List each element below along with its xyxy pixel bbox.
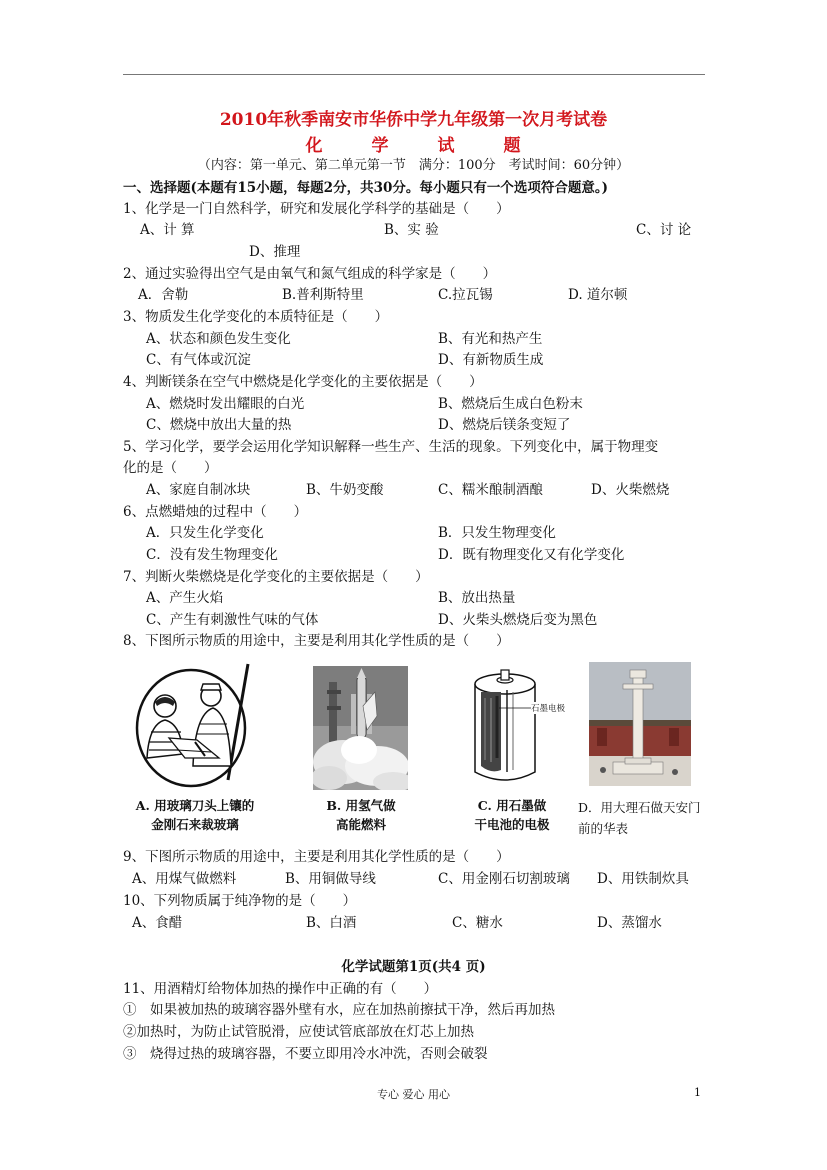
page-number: 1 bbox=[694, 1086, 701, 1099]
caption-line: B. 用氢气做 bbox=[326, 798, 396, 813]
exam-info: （内容：第一单元、第二单元第一节 满分：100分 考试时间：60分钟） bbox=[197, 158, 630, 173]
q3-option-d: D、有新物质生成 bbox=[438, 352, 544, 368]
q7-option-a: A、产生火焰 bbox=[146, 590, 224, 606]
q4-option-d: D、燃烧后镁条变短了 bbox=[438, 417, 571, 433]
page-footer: 专心 爱心 用心 bbox=[377, 1088, 450, 1101]
q7-option-d: D、火柴头燃烧后变为黑色 bbox=[438, 612, 598, 628]
caption-line: 干电池的电极 bbox=[474, 817, 550, 832]
caption-line: 高能燃料 bbox=[335, 817, 386, 832]
q6-option-b: B．只发生物理变化 bbox=[438, 525, 556, 541]
q5-option-d: D、火柴燃烧 bbox=[591, 482, 670, 498]
caption-line: 前的华表 bbox=[578, 821, 629, 836]
question-7: 7、判断火柴燃烧是化学变化的主要依据是（ ） bbox=[123, 569, 429, 585]
q2-option-c: C.拉瓦锡 bbox=[438, 287, 493, 303]
subtitle-char: 题 bbox=[503, 136, 522, 156]
q8-caption-c bbox=[452, 796, 572, 834]
q1-option-d: D、推理 bbox=[249, 244, 301, 260]
q10-option-a: A、食醋 bbox=[132, 915, 183, 931]
caption-line: A. 用玻璃刀头上镶的 bbox=[135, 798, 255, 813]
question-8: 8、下图所示物质的用途中，主要是利用其化学性质的是（ ） bbox=[123, 633, 510, 649]
q1-option-a: A、计 算 bbox=[140, 222, 195, 238]
q11-item-1: ① 如果被加热的玻璃容器外壁有水，应在加热前擦拭干净，然后再加热 bbox=[123, 1002, 555, 1018]
q3-option-b: B、有光和热产生 bbox=[438, 331, 543, 347]
exam-title: 2010年秋季南安市华侨中学九年级第一次月考试卷 bbox=[219, 110, 608, 130]
q11-item-3: ③ 烧得过热的玻璃容器，不要立即用冷水冲洗，否则会破裂 bbox=[123, 1046, 488, 1062]
q9-option-a: A、用煤气做燃料 bbox=[132, 871, 237, 887]
huabiao-photo bbox=[589, 662, 691, 786]
q3-option-c: C、有气体或沉淀 bbox=[146, 352, 251, 368]
question-2: 2、通过实验得出空气是由氧气和氮气组成的科学家是（ ） bbox=[123, 266, 497, 282]
subtitle-char: 试 bbox=[437, 136, 456, 156]
caption-line: 金刚石来裁玻璃 bbox=[151, 817, 239, 832]
q7-option-c: C、产生有刺激性气味的气体 bbox=[146, 612, 319, 628]
graphite-electrode-label: 石墨电极 bbox=[531, 704, 566, 714]
q2-option-b: B.普利斯特里 bbox=[282, 287, 364, 303]
q5-option-a: A、家庭自制冰块 bbox=[146, 482, 251, 498]
q7-option-b: B、放出热量 bbox=[438, 590, 516, 606]
q6-option-a: A．只发生化学变化 bbox=[146, 525, 264, 541]
q9-option-c: C、用金刚石切割玻璃 bbox=[438, 871, 570, 887]
rocket-launch-photo bbox=[313, 666, 408, 790]
q8-caption-d bbox=[578, 797, 718, 839]
q4-option-c: C、燃烧中放出大量的热 bbox=[146, 417, 292, 433]
caption-line: C. 用石墨做 bbox=[477, 798, 547, 813]
q9-option-d: D、用铁制炊具 bbox=[597, 871, 689, 887]
question-10: 10、下列物质属于纯净物的是（ ） bbox=[123, 893, 357, 909]
exam-subtitle bbox=[0, 131, 827, 156]
q1-option-b: B、实 验 bbox=[384, 222, 439, 238]
question-1: 1、化学是一门自然科学，研究和发展化学科学的基础是（ ） bbox=[123, 201, 510, 217]
question-11: 11、用酒精灯给物体加热的操作中正确的有（ ） bbox=[123, 981, 438, 997]
subtitle-char: 学 bbox=[371, 136, 390, 156]
q3-option-a: A、状态和颜色发生变化 bbox=[146, 331, 291, 347]
glass-cutting-illustration bbox=[133, 662, 255, 790]
q8-caption-b bbox=[306, 796, 416, 834]
q9-option-b: B、用铜做导线 bbox=[285, 871, 376, 887]
q11-item-2: ②加热时，为防止试管脱滑，应使试管底部放在灯芯上加热 bbox=[123, 1024, 474, 1040]
q1-option-c: C、讨 论 bbox=[636, 222, 692, 238]
q2-option-a: A．舍勒 bbox=[138, 287, 189, 303]
header-rule bbox=[123, 74, 705, 75]
page-footer-label: 化学试题第1页(共4 页) bbox=[341, 959, 486, 975]
subtitle-char: 化 bbox=[305, 136, 324, 156]
q6-option-c: C．没有发生物理变化 bbox=[146, 547, 278, 563]
q10-option-c: C、糖水 bbox=[452, 915, 503, 931]
question-4: 4、判断镁条在空气中燃烧是化学变化的主要依据是（ ） bbox=[123, 374, 483, 390]
section-heading: 一、选择题(本题有15小题，每题2分，共30分。每小题只有一个选项符合题意。) bbox=[123, 180, 608, 196]
q5-option-c: C、糯米酿制酒酿 bbox=[438, 482, 543, 498]
q6-option-d: D．既有物理变化又有化学变化 bbox=[438, 547, 625, 563]
question-5-cont: 化的是（ ） bbox=[123, 460, 218, 476]
q10-option-b: B、白酒 bbox=[306, 915, 357, 931]
question-3: 3、物质发生化学变化的本质特征是（ ） bbox=[123, 309, 389, 325]
q2-option-d: D. 道尔顿 bbox=[568, 287, 628, 303]
q4-option-b: B、燃烧后生成白色粉末 bbox=[438, 396, 583, 412]
question-6: 6、点燃蜡烛的过程中（ ） bbox=[123, 504, 308, 520]
q10-option-d: D、蒸馏水 bbox=[597, 915, 662, 931]
question-9: 9、下图所示物质的用途中，主要是利用其化学性质的是（ ） bbox=[123, 849, 510, 865]
q5-option-b: B、牛奶变酸 bbox=[306, 482, 384, 498]
q4-option-a: A、燃烧时发出耀眼的白光 bbox=[146, 396, 305, 412]
q8-caption-a bbox=[126, 796, 264, 834]
caption-line: D．用大理石做天安门 bbox=[578, 800, 701, 815]
question-5: 5、学习化学，要学会运用化学知识解释一些生产、生活的现象。下列变化中，属于物理变 bbox=[123, 439, 659, 455]
dry-cell-diagram bbox=[467, 662, 559, 790]
